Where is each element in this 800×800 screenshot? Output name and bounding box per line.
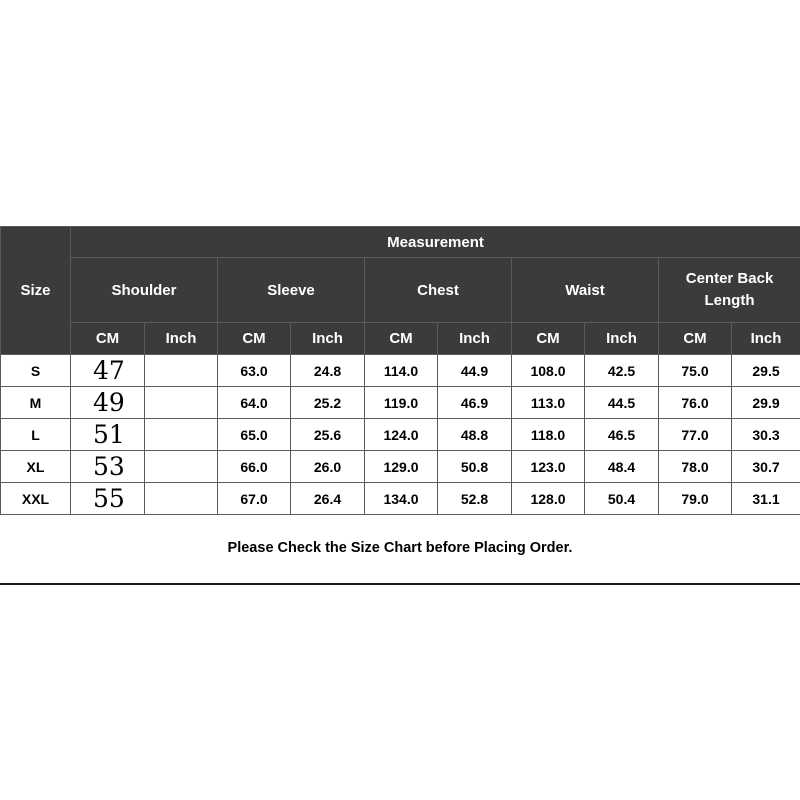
unit-cm-header: CM (218, 323, 291, 355)
back-length-cm-cell: 77.0 (659, 419, 732, 451)
shoulder-header: Shoulder (71, 258, 218, 323)
sleeve-cm-cell: 65.0 (218, 419, 291, 451)
back-length-cm-cell: 78.0 (659, 451, 732, 483)
size-cell: S (1, 355, 71, 387)
sleeve-inch-cell: 24.8 (291, 355, 365, 387)
unit-inch-header: Inch (291, 323, 365, 355)
table-row (1, 387, 800, 419)
waist-inch-cell: 48.4 (585, 451, 659, 483)
sleeve-inch-cell: 26.4 (291, 483, 365, 515)
table-row (1, 419, 800, 451)
size-cell: XL (1, 451, 71, 483)
sleeve-cm-cell: 64.0 (218, 387, 291, 419)
chest-inch-cell: 48.8 (438, 419, 512, 451)
sleeve-cm-cell: 63.0 (218, 355, 291, 387)
table-row (1, 355, 800, 387)
chest-cm-cell: 124.0 (365, 419, 438, 451)
unit-cm-header: CM (512, 323, 585, 355)
unit-header-row (1, 323, 800, 355)
sleeve-inch-cell: 26.0 (291, 451, 365, 483)
shoulder-inch-cell (145, 483, 218, 515)
shoulder-cm-cell: 55 (71, 483, 145, 515)
table-row (1, 451, 800, 483)
back-length-inch-cell: 30.3 (732, 419, 800, 451)
shoulder-cm-cell: 53 (71, 451, 145, 483)
table-row (1, 483, 800, 515)
chest-inch-cell: 52.8 (438, 483, 512, 515)
chest-inch-cell: 44.9 (438, 355, 512, 387)
waist-cm-cell: 113.0 (512, 387, 585, 419)
chest-inch-cell: 50.8 (438, 451, 512, 483)
back-length-inch-cell: 31.1 (732, 483, 800, 515)
waist-cm-cell: 128.0 (512, 483, 585, 515)
chest-cm-cell: 134.0 (365, 483, 438, 515)
unit-inch-header: Inch (438, 323, 512, 355)
waist-cm-cell: 118.0 (512, 419, 585, 451)
waist-cm-cell: 123.0 (512, 451, 585, 483)
shoulder-inch-cell (145, 387, 218, 419)
sleeve-cm-cell: 66.0 (218, 451, 291, 483)
measurement-header: Measurement (71, 227, 800, 258)
sleeve-cm-cell: 67.0 (218, 483, 291, 515)
waist-cm-cell: 108.0 (512, 355, 585, 387)
unit-inch-header: Inch (732, 323, 800, 355)
unit-cm-header: CM (659, 323, 732, 355)
size-cell: XXL (1, 483, 71, 515)
center-back-length-header: Center Back Length (659, 258, 800, 323)
waist-inch-cell: 50.4 (585, 483, 659, 515)
shoulder-cm-cell: 51 (71, 419, 145, 451)
back-length-cm-cell: 76.0 (659, 387, 732, 419)
chest-cm-cell: 119.0 (365, 387, 438, 419)
sleeve-header: Sleeve (218, 258, 365, 323)
back-length-inch-cell: 29.5 (732, 355, 800, 387)
size-cell: L (1, 419, 71, 451)
back-length-inch-cell: 30.7 (732, 451, 800, 483)
size-chart-note: Please Check the Size Chart before Placing Order. (227, 540, 573, 556)
shoulder-inch-cell (145, 419, 218, 451)
waist-inch-cell: 44.5 (585, 387, 659, 419)
unit-inch-header: Inch (145, 323, 218, 355)
sleeve-inch-cell: 25.6 (291, 419, 365, 451)
back-length-cm-cell: 79.0 (659, 483, 732, 515)
chest-cm-cell: 114.0 (365, 355, 438, 387)
back-length-cm-cell: 75.0 (659, 355, 732, 387)
shoulder-cm-cell: 49 (71, 387, 145, 419)
table-body (1, 355, 800, 515)
back-length-inch-cell: 29.9 (732, 387, 800, 419)
shoulder-inch-cell (145, 451, 218, 483)
unit-inch-header: Inch (585, 323, 659, 355)
table-header (1, 227, 800, 355)
shoulder-cm-cell: 47 (71, 355, 145, 387)
chest-cm-cell: 129.0 (365, 451, 438, 483)
chest-inch-cell: 46.9 (438, 387, 512, 419)
size-cell: M (1, 387, 71, 419)
waist-inch-cell: 46.5 (585, 419, 659, 451)
shoulder-inch-cell (145, 355, 218, 387)
unit-cm-header: CM (71, 323, 145, 355)
chest-header: Chest (365, 258, 512, 323)
size-chart-table (0, 226, 800, 515)
size-header: Size (1, 227, 71, 355)
unit-cm-header: CM (365, 323, 438, 355)
divider-line (0, 583, 800, 585)
waist-inch-cell: 42.5 (585, 355, 659, 387)
waist-header: Waist (512, 258, 659, 323)
sleeve-inch-cell: 25.2 (291, 387, 365, 419)
